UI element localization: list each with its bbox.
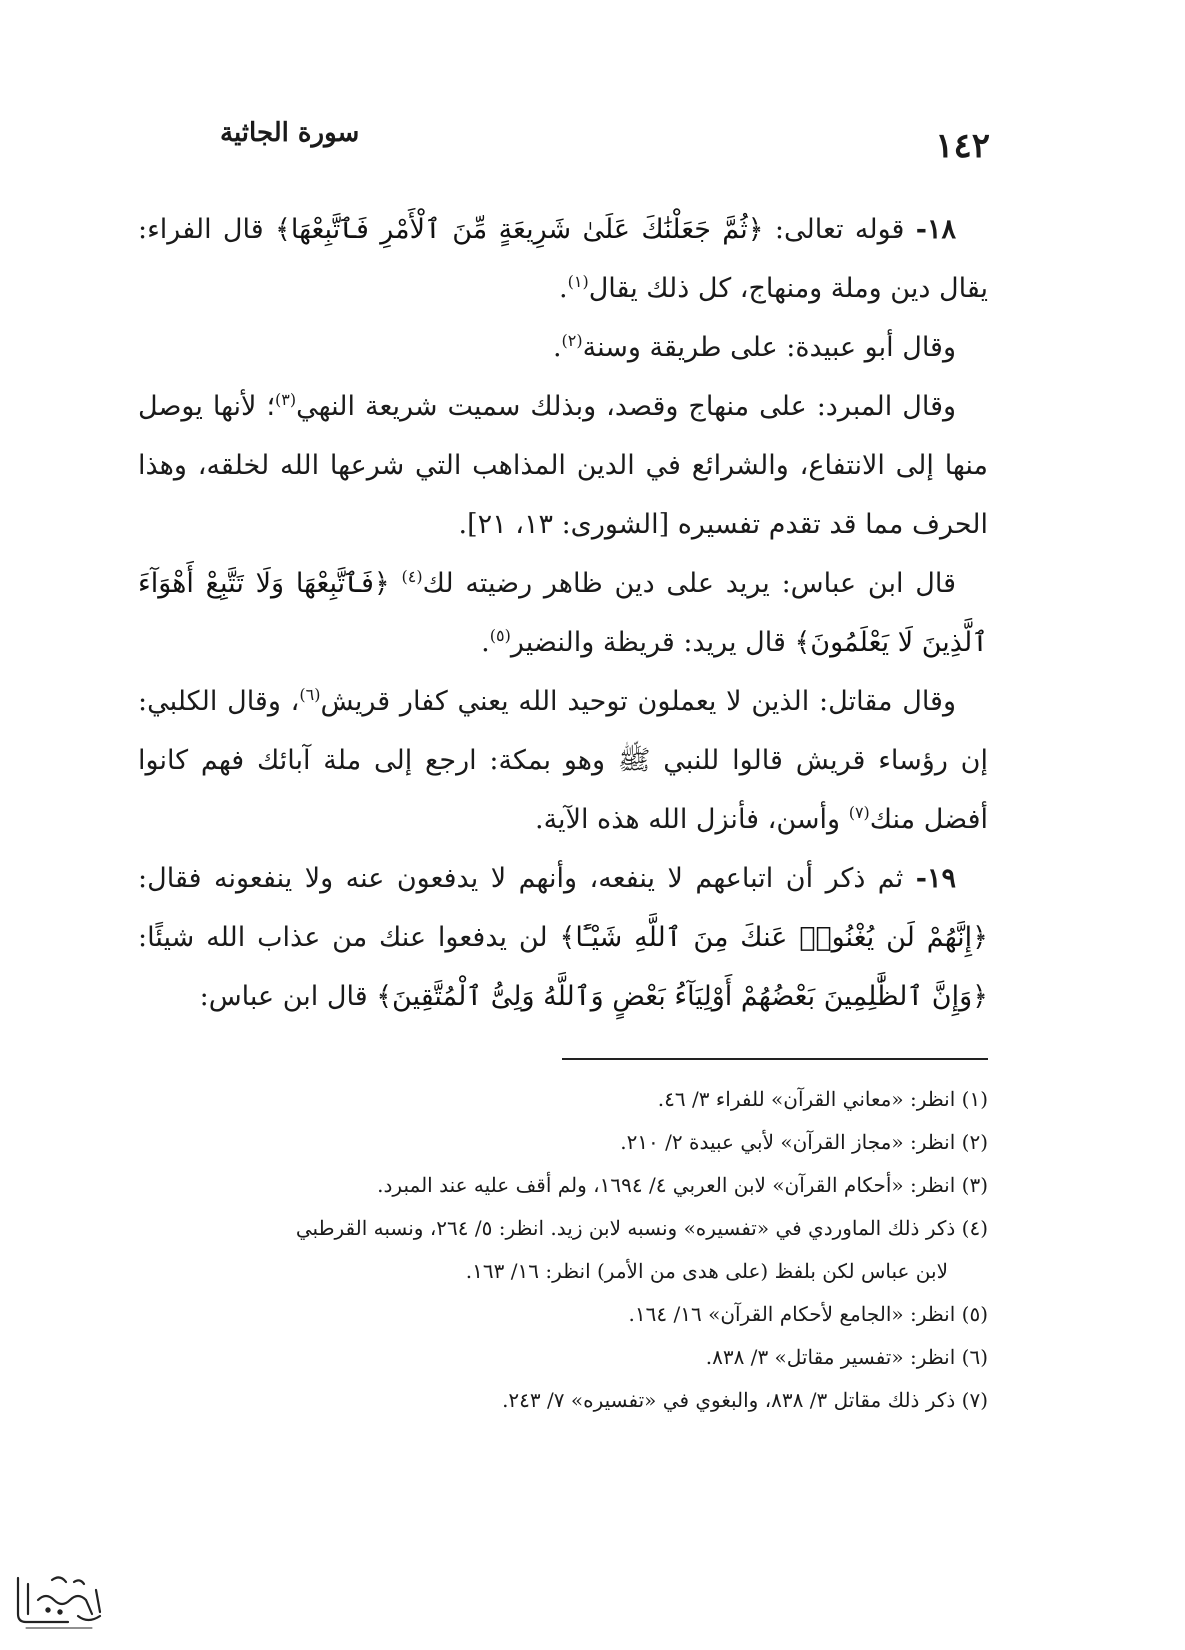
paragraph-19	[138, 849, 988, 1026]
footnote-5: (٥) انظر: «الجامع لأحكام القرآن» ١٦/ ١٦٤.	[628, 1302, 988, 1326]
text-segment: قوله تعالى:	[763, 214, 916, 245]
footnote-6: (٦) انظر: «تفسير مقاتل» ٣/ ٨٣٨.	[705, 1345, 988, 1369]
text-segment: .	[552, 332, 562, 363]
text-segment: .	[559, 273, 568, 304]
text-segment: قال ابن عباس:	[199, 981, 377, 1012]
footnote-ref: (٣)	[275, 390, 297, 409]
footnote-ref: (٤)	[401, 567, 423, 586]
paragraph-muqatil	[138, 672, 988, 849]
quran-quote: ﴿إِنَّهُمْ لَن يُغْنُوا۟ عَنكَ مِنَ ٱللَّهِ شَيْـًٔا﴾	[559, 922, 988, 953]
text-segment: وقال مقاتل: الذين لا يعملون توحيد الله يعني كفار قريش	[320, 686, 956, 717]
calligraphy-logo	[8, 1570, 106, 1632]
footnote-ref: (٢)	[561, 331, 583, 350]
footnote-3: (٣) انظر: «أحكام القرآن» لابن العربي ٤/ ١٦٩٤، ولم أقف عليه عند المبرد.	[377, 1173, 988, 1197]
page-number: ١٤٢	[935, 126, 990, 166]
footnote-ref: (٦)	[299, 685, 321, 704]
text-segment: قال يريد: قريظة والنضير	[510, 627, 795, 658]
text-segment: لن يدفعوا عنك من عذاب الله شيئًا:	[138, 922, 560, 953]
text-segment: قال الفراء: يقال دين وملة ومنهاج، كل ذلك يقال	[138, 214, 988, 304]
footnote-1: (١) انظر: «معاني القرآن» للفراء ٣/ ٤٦.	[657, 1087, 988, 1111]
paragraph-18	[138, 200, 988, 318]
paragraph-abu-ubaida	[138, 318, 988, 377]
paragraph-ibn-abbas	[138, 554, 988, 672]
verse-number: ١٨-	[915, 214, 957, 245]
footnote-4: (٤) ذكر ذلك الماوردي في «تفسيره» ونسبه لابن زيد. انظر: ٥/ ٢٦٤، ونسبه القرطبي	[295, 1216, 988, 1240]
running-title: سورة الجاثية	[220, 118, 360, 148]
footnote-ref: (١)	[567, 272, 589, 291]
quran-quote: ﴿وَإِنَّ ٱلظَّٰلِمِينَ بَعْضُهُمْ أَوْلِيَآءُ بَعْضٍ وَٱللَّهُ وَلِىُّ ٱلْمُتَّقِينَ﴾	[376, 981, 988, 1012]
page-header	[200, 118, 990, 168]
text-segment: ، وقال الكلبي: إن رؤساء قريش قالوا للنبي ﷺ وهو بمكة: ارجع إلى ملة آبائك فهم كانوا أفضل منك	[138, 686, 988, 835]
text-segment: .	[481, 627, 490, 658]
footnote-4-continued: لابن عباس لكن بلفظ (على هدى من الأمر) انظر: ١٦/ ١٦٣.	[465, 1259, 948, 1283]
text-segment: وقال أبو عبيدة: على طريقة وسنة	[582, 332, 956, 363]
text-segment: وقال المبرد: على منهاج وقصد، وبذلك سميت شريعة النهي	[296, 391, 957, 422]
quran-quote: ﴿ثُمَّ جَعَلْنَٰكَ عَلَىٰ شَرِيعَةٍ مِّنَ ٱلْأَمْرِ فَٱتَّبِعْهَا﴾	[275, 214, 764, 245]
text-segment: ؛ لأنها يوصل منها إلى الانتفاع، والشرائع في الدين المذاهب التي شرعها الله لخلقه، وهذا الحرف مما قد تقدم تفسيره [الشورى: ١٣، ٢١].	[138, 391, 988, 540]
footnote-ref: (٧)	[848, 803, 870, 822]
quran-quote: ﴿فَٱتَّبِعْهَا وَلَا تَتَّبِعْ أَهْوَآءَ ٱلَّذِينَ لَا يَعْلَمُونَ﴾	[138, 568, 988, 658]
text-segment: قال ابن عباس: يريد على دين ظاهر رضيته لك	[422, 568, 956, 599]
verse-number: ١٩-	[915, 863, 956, 894]
footnote-2: (٢) انظر: «مجاز القرآن» لأبي عبيدة ٢/ ٢١٠.	[620, 1130, 988, 1154]
footnote-divider	[562, 1058, 988, 1060]
footnotes	[138, 1078, 988, 1422]
paragraph-mubarrad	[138, 377, 988, 554]
footnote-7: (٧) ذكر ذلك مقاتل ٣/ ٨٣٨، والبغوي في «تفسيره» ٧/ ٢٤٣.	[502, 1388, 988, 1412]
text-segment: ثم ذكر أن اتباعهم لا ينفعه، وأنهم لا يدفعون عنه ولا ينفعونه فقال:	[138, 863, 916, 894]
text-segment: وأسن، فأنزل الله هذه الآية.	[535, 804, 849, 835]
footnote-ref: (٥)	[489, 626, 511, 645]
main-text	[138, 200, 988, 1026]
